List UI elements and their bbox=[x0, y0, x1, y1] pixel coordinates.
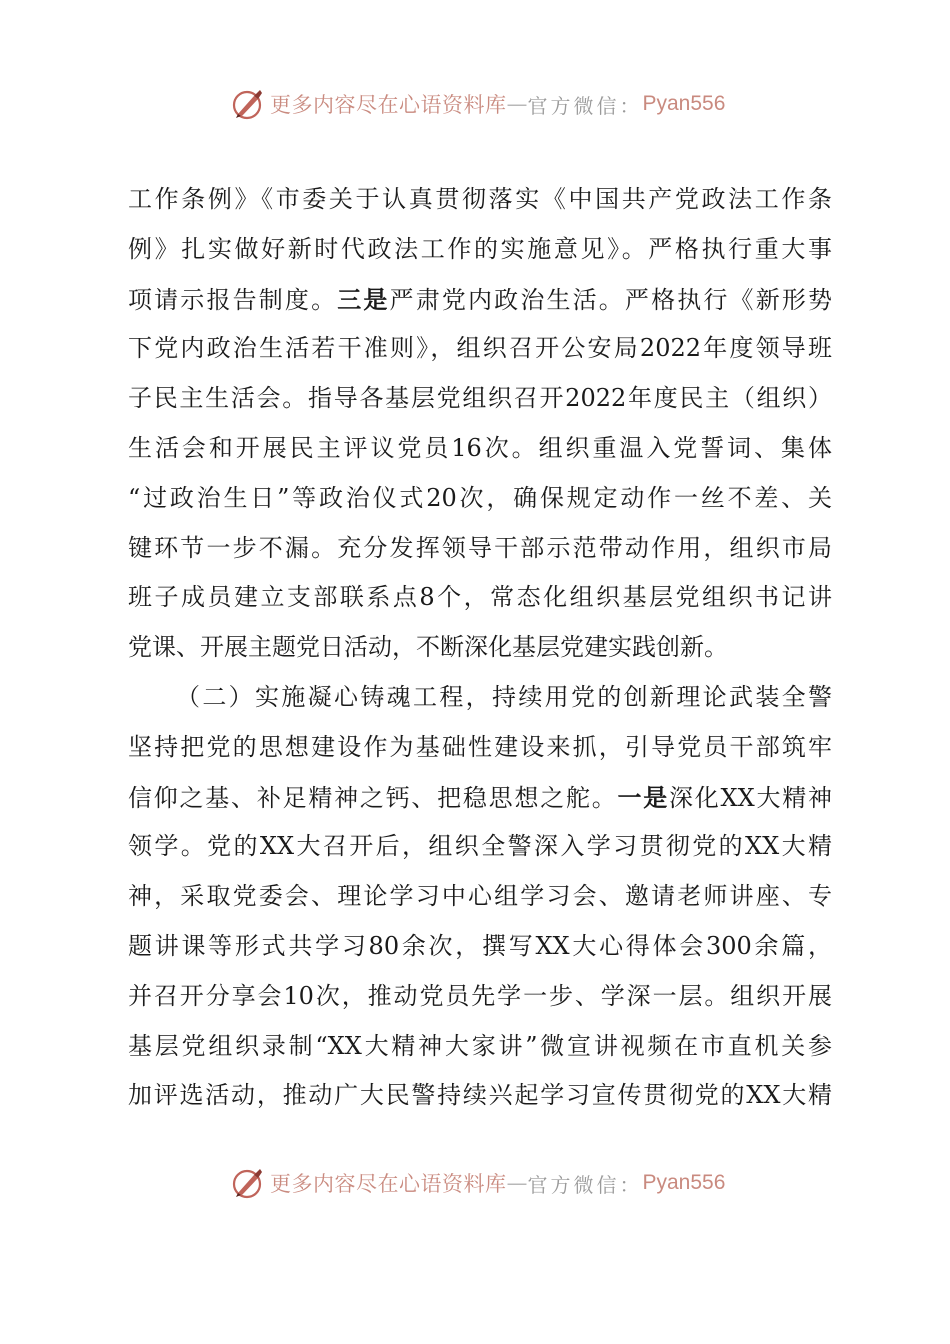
pen-logo-icon bbox=[230, 86, 266, 122]
watermark-wechat-label: 官方微信： bbox=[527, 1172, 643, 1197]
text-line: 生活会和开展民主评议党员16次。组织重温入党誓词、集体 bbox=[128, 433, 832, 462]
text-line: 基层党组织录制“XX大精神大家讲”微宣讲视频在市直机关参 bbox=[128, 1031, 832, 1060]
text-line: 加评选活动，推动广大民警持续兴起学习宣传贯彻党的XX大精 bbox=[128, 1081, 832, 1110]
text-line: 题讲课等形式共学习80余次，撰写XX大心得体会300余篇， bbox=[128, 931, 832, 960]
text-line: 坚持把党的思想建设作为基础性建设来抓，引导党员干部筑牢 bbox=[128, 732, 832, 761]
text-line: “过政治生日”等政治仪式20次，确保规定动作一丝不差、关 bbox=[128, 483, 832, 512]
watermark-wechat-label: 官方微信： bbox=[527, 93, 643, 118]
section-heading-line: （二）实施凝心铸魂工程，持续用党的创新理论武装全警 bbox=[176, 682, 832, 711]
text-line: 党课、开展主题党日活动，不断深化基层党建实践创新。 bbox=[128, 633, 728, 662]
text-segment: 信仰之基、补足精神之钙、把稳思想之舵。 bbox=[128, 783, 618, 812]
text-line: 键环节一步不漏。充分发挥领导干部示范带动作用，组织市局 bbox=[128, 533, 832, 562]
text-line bbox=[128, 275, 832, 325]
pen-logo-icon bbox=[230, 1165, 266, 1201]
watermark-wechat-id: Pyan556 bbox=[642, 1171, 726, 1194]
text-line: 并召开分享会10次，推动党员先学一步、学深一层。组织开展 bbox=[128, 981, 832, 1010]
text-line bbox=[128, 773, 832, 823]
text-line: 领学。党的XX大召开后，组织全警深入学习贯彻党的XX大精 bbox=[128, 832, 832, 861]
watermark-site-name: 更多内容尽在心语资料库 bbox=[270, 1172, 507, 1196]
watermark-separator: — bbox=[506, 1171, 528, 1195]
document-body bbox=[128, 175, 832, 1121]
emphasis-marker: 一是 bbox=[617, 782, 670, 812]
text-line: 班子成员建立支部联系点8个，常态化组织基层党组织书记讲 bbox=[128, 583, 832, 612]
emphasis-marker: 三是 bbox=[337, 284, 390, 314]
watermark-separator: — bbox=[506, 92, 528, 116]
text-line: 下党内政治生活若干准则》，组织召开公安局2022年度领导班 bbox=[128, 334, 832, 363]
header-watermark bbox=[230, 84, 725, 124]
watermark-wechat-id: Pyan556 bbox=[642, 92, 726, 115]
text-line: 神，采取党委会、理论学习中心组学习会、邀请老师讲座、专 bbox=[128, 882, 832, 911]
footer-watermark bbox=[230, 1163, 725, 1203]
watermark-site-name: 更多内容尽在心语资料库 bbox=[270, 93, 507, 117]
text-segment: 严肃党内政治生活。严格执行《新形势 bbox=[389, 285, 832, 314]
text-segment: 深化XX大精神 bbox=[669, 783, 832, 812]
text-line: 工作条例》《市委关于认真贯彻落实《中国共产党政法工作条 bbox=[128, 185, 832, 213]
text-line: 子民主生活会。指导各基层党组织召开2022年度民主（组织） bbox=[128, 384, 832, 413]
text-segment: 项请示报告制度。 bbox=[128, 285, 338, 314]
text-line: 例》扎实做好新时代政法工作的实施意见》。严格执行重大事 bbox=[128, 234, 832, 263]
